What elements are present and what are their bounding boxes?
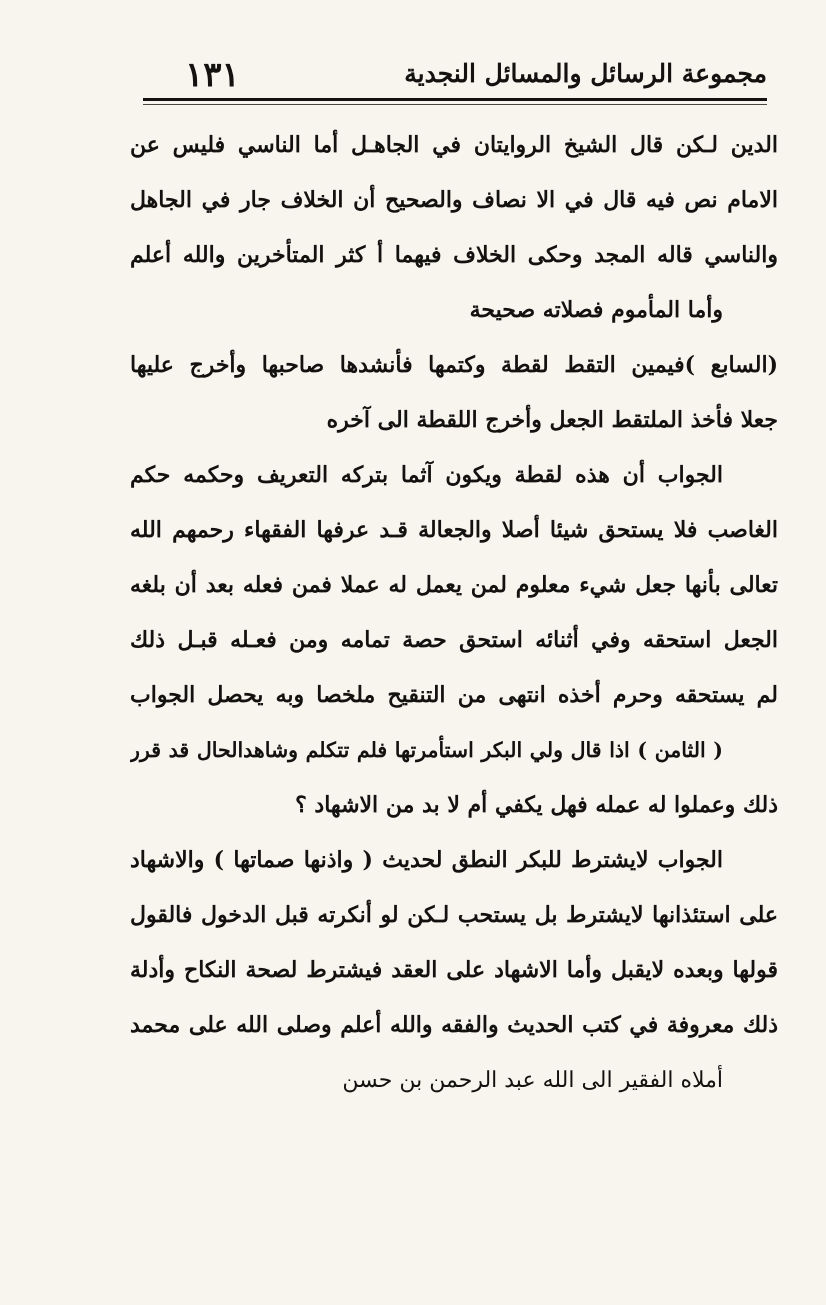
header-rule-thin bbox=[143, 104, 767, 105]
signature-line: أملاه الفقير الى الله عبد الرحمن بن حسن bbox=[342, 1068, 723, 1093]
text-line-5: (السابع )فيمين التقط لقطة وكتمها فأنشدها صاحبها وأخرج عليها bbox=[130, 352, 778, 378]
text-line-9: تعالى بأنها جعل شيء معلوم لمن يعمل له عملا فمن فعله بعد أن بلغه bbox=[130, 572, 778, 598]
page-number: ١٣١ bbox=[185, 55, 240, 95]
page-header bbox=[145, 55, 767, 99]
text-line-10: الجعل استحقه وفي أثنائه استحق حصة تمامه ومن فعـله قبـل ذلك bbox=[130, 627, 778, 653]
text-line-8: الغاصب فلا يستحق شيئا أصلا والجعالة قـد عرفها الفقهاء رحمهم الله bbox=[130, 517, 778, 543]
text-line-3: والناسي قاله المجد وحكى الخلاف فيهما أ كثر المتأخرين والله أعلم bbox=[130, 242, 778, 268]
text-line-16: قولها وبعده لايقبل وأما الاشهاد على العقد فيشترط لصحة النكاح وأدلة bbox=[130, 957, 778, 983]
text-line-12: ( الثامن ) اذا قال ولي البكر استأمرتها فلم تتكلم وشاهدالحال قد قرر bbox=[130, 738, 723, 762]
text-line-1: الدين لـكن قال الشيخ الروايتان في الجاهـل أما الناسي فليس عن bbox=[130, 132, 778, 158]
text-line-17: ذلك معروفة في كتب الحديث والفقه والله أعلم وصلى الله على محمد bbox=[130, 1012, 778, 1038]
text-line-13: ذلك وعملوا له عمله فهل يكفي أم لا بد من الاشهاد ؟ bbox=[295, 792, 778, 818]
text-line-15: على استئذانها لايشترط بل يستحب لـكن لو أنكرته قبل الدخول فالقول bbox=[130, 902, 778, 928]
text-line-14: الجواب لايشترط للبكر النطق لحديث ( واذنها صماتها ) والاشهاد bbox=[130, 847, 723, 873]
running-title: مجموعة الرسائل والمسائل النجدية bbox=[404, 59, 767, 88]
text-line-4: وأما المأموم فصلاته صحيحة bbox=[469, 297, 723, 323]
text-line-7: الجواب أن هذه لقطة ويكون آثما بتركه التعريف وحكمه حكم bbox=[130, 462, 723, 488]
body-text bbox=[130, 118, 778, 1108]
text-line-2: الامام نص فيه قال في الا نصاف والصحيح أن الخلاف جار في الجاهل bbox=[130, 187, 778, 213]
text-line-11: لم يستحقه وحرم أخذه انتهى من التنقيح ملخصا وبه يحصل الجواب bbox=[130, 682, 778, 708]
header-rule bbox=[143, 98, 767, 101]
text-line-6: جعلا فأخذ الملتقط الجعل وأخرج اللقطة الى آخره bbox=[326, 407, 778, 433]
